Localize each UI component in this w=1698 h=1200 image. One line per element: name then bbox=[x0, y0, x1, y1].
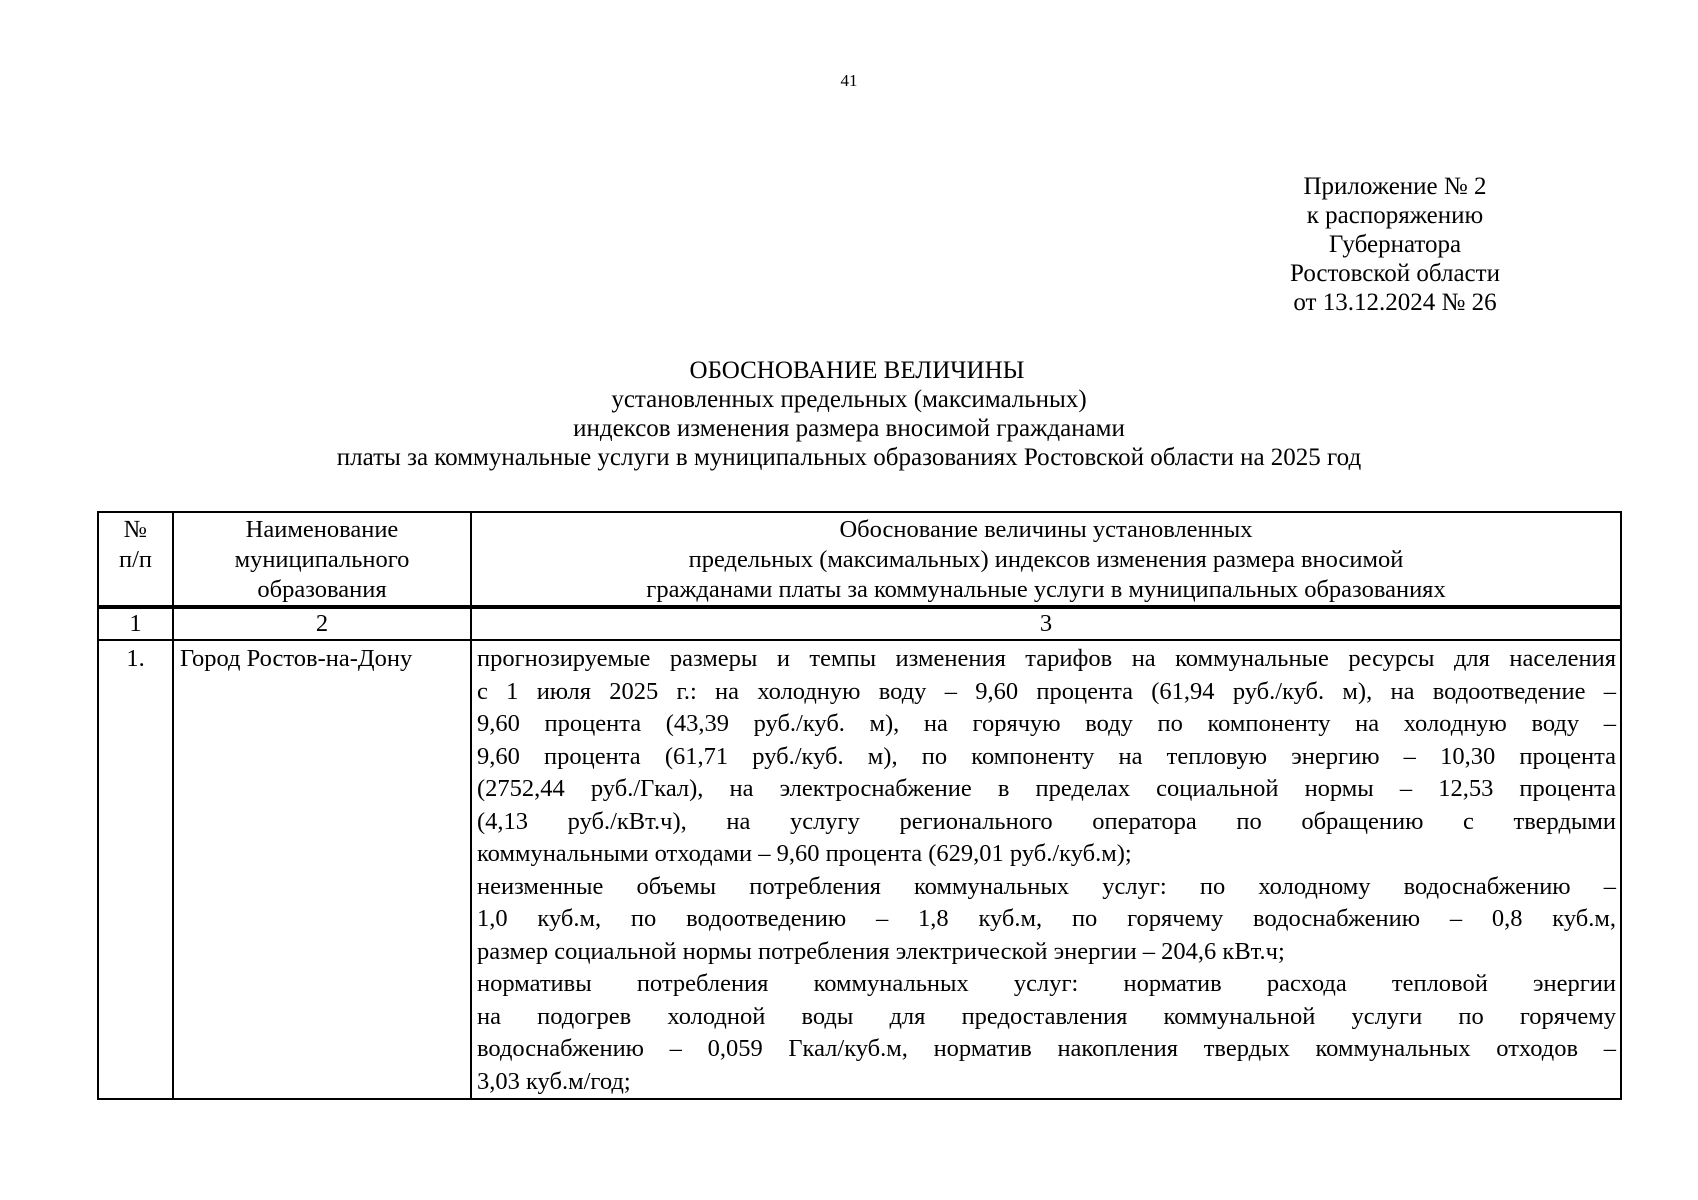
text-line: с 1 июля 2025 г.: на холодную воду – 9,60 процента (61,94 руб./куб. м), на водоотведение – bbox=[477, 677, 1616, 705]
text-line: 1,0 куб.м, по водоотведению – 1,8 куб.м, по горячему водоснабжению – 0,8 куб.м, bbox=[477, 905, 1616, 932]
text-line: 3,03 куб.м/год; bbox=[477, 1067, 631, 1095]
column-number-row bbox=[98, 607, 1621, 640]
text-line: прогнозируемые размеры и темпы изменения тарифов на коммунальные ресурсы для населения bbox=[477, 645, 1616, 672]
title-heading: ОБОСНОВАНИЕ ВЕЛИЧИНЫ bbox=[689, 357, 1025, 384]
text-line: нормативы потребления коммунальных услуг: норматив расхода тепловой энергии bbox=[477, 970, 1616, 997]
text-line: размер социальной нормы потребления электрической энергии – 204,6 кВт.ч; bbox=[477, 937, 1285, 965]
column-number: 2 bbox=[173, 607, 471, 640]
appendix-line: Губернатора bbox=[1328, 231, 1462, 258]
appendix-line: к распоряжению bbox=[1306, 202, 1484, 229]
page-number: 41 bbox=[840, 71, 858, 90]
row-number: 1. bbox=[98, 640, 173, 1099]
header-municipality: Наименование муниципального образования bbox=[173, 512, 471, 607]
column-number: 1 bbox=[98, 607, 173, 640]
table-row bbox=[98, 640, 1621, 1099]
text-line: 9,60 процента (61,71 руб./куб. м), по компоненту на тепловую энергию – 10,30 процента bbox=[477, 742, 1616, 770]
municipality-name: Город Ростов-на-Дону bbox=[173, 640, 471, 1099]
justification-table bbox=[97, 511, 1622, 1100]
title-subline: индексов изменения размера вносимой гражданами bbox=[573, 415, 1125, 442]
text-line: водоснабжению – 0,059 Гкал/куб.м, норматив накопления твердых коммунальных отходов – bbox=[477, 1035, 1616, 1062]
document-title bbox=[0, 356, 1698, 472]
text-line: 9,60 процента (43,39 руб./куб. м), на горячую воду по компоненту на холодную воду – bbox=[477, 710, 1616, 737]
appendix-line: Приложение № 2 bbox=[1303, 173, 1487, 200]
title-subline: установленных предельных (максимальных) bbox=[611, 386, 1087, 413]
header-justification: Обоснование величины установленных предельных (максимальных) индексов изменения размера вносимой гражданами платы за коммунальные услуги в муниципальных образованиях bbox=[471, 512, 1621, 607]
column-number: 3 bbox=[471, 607, 1621, 640]
text-line: на подогрев холодной воды для предоставления коммунальной услуги по горячему bbox=[477, 1002, 1616, 1030]
text-line: (4,13 руб./кВт.ч), на услугу регионального оператора по обращению с твердыми bbox=[477, 807, 1616, 835]
title-subline: платы за коммунальные услуги в муниципальных образованиях Ростовской области на 2025 год bbox=[336, 444, 1362, 471]
text-line: (2752,44 руб./Гкал), на электроснабжение в пределах социальной нормы – 12,53 процента bbox=[477, 775, 1616, 802]
header-number: № п/п bbox=[98, 512, 173, 607]
appendix-block bbox=[1255, 172, 1535, 317]
table-header-row bbox=[98, 512, 1621, 607]
text-line: коммунальными отходами – 9,60 процента (629,01 руб./куб.м); bbox=[477, 840, 1132, 867]
appendix-line: Ростовской области bbox=[1290, 260, 1500, 287]
text-line: неизменные объемы потребления коммунальных услуг: по холодному водоснабжению – bbox=[477, 872, 1616, 900]
appendix-line: от 13.12.2024 № 26 bbox=[1293, 289, 1497, 316]
justification-text bbox=[471, 640, 1621, 1099]
